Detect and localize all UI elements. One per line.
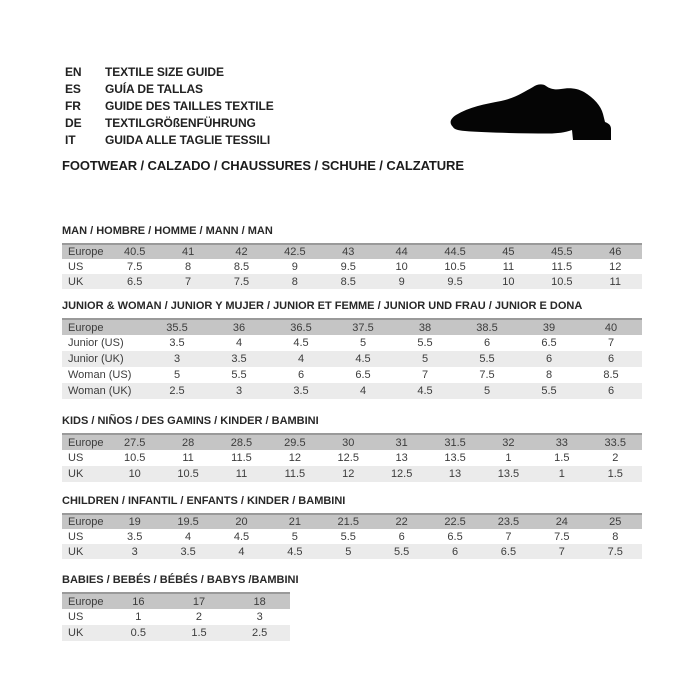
row-label: UK: [68, 468, 84, 480]
size-cell: 8.5: [233, 260, 250, 273]
size-cell: 6: [607, 353, 615, 365]
size-table-header-row: [62, 593, 290, 609]
size-table-row: [62, 383, 642, 399]
size-cell: 10: [502, 275, 515, 288]
size-table-junior-woman: [62, 318, 642, 399]
language-row-en: [65, 64, 274, 81]
size-cell: 3: [131, 545, 138, 558]
size-cell: 5.5: [417, 337, 433, 349]
size-cell: 11.5: [231, 452, 252, 464]
row-label: Europe: [68, 246, 104, 258]
language-row-de: [65, 115, 274, 132]
size-cell: 21: [288, 516, 301, 528]
size-cell: 38: [418, 321, 432, 334]
size-cell: 8: [612, 530, 619, 543]
size-cell: 8: [545, 369, 553, 381]
size-cell: 39: [542, 321, 556, 334]
size-cell: 2.5: [252, 627, 268, 639]
size-cell: 16: [132, 595, 145, 608]
size-table-kids: [62, 433, 642, 482]
size-cell: 6.5: [500, 545, 517, 558]
size-cell: 5.5: [541, 385, 557, 397]
size-cell: 8.5: [340, 275, 356, 288]
row-label: Europe: [68, 321, 104, 334]
size-table-row: [62, 351, 642, 367]
size-cell: 10.5: [444, 260, 466, 273]
size-cell: 7: [421, 369, 429, 381]
category-line: FOOTWEAR / CALZADO / CHAUSSURES / SCHUHE / CALZATURE: [62, 158, 464, 173]
size-cell: 9: [398, 275, 405, 288]
size-cell: 28: [181, 436, 195, 449]
size-cell: 11: [502, 260, 515, 273]
size-table-row: [62, 367, 642, 383]
size-table-man: [62, 243, 642, 289]
size-cell: 11.5: [551, 260, 573, 273]
size-cell: 12.5: [337, 452, 359, 464]
size-cell: 5.5: [340, 530, 356, 543]
size-cell: 28.5: [230, 436, 253, 449]
section-title: BABIES / BEBÉS / BÉBÉS / BABYS /BAMBINI: [62, 574, 299, 586]
size-table-header-row: [62, 514, 642, 529]
size-cell: 35.5: [166, 321, 188, 334]
row-label: Europe: [68, 516, 104, 528]
size-cell: 5: [173, 369, 181, 381]
size-cell: 38.5: [476, 321, 498, 334]
size-cell: 36: [232, 321, 246, 334]
size-cell: 2: [612, 452, 619, 464]
size-cell: 7: [558, 545, 565, 558]
size-cell: 2: [195, 611, 203, 623]
size-cell: 7.5: [233, 275, 250, 288]
language-label: GUIDA ALLE TAGLIE TESSILI: [105, 133, 271, 147]
size-cell: 12: [288, 452, 301, 464]
size-table-header-row: [62, 244, 642, 259]
size-cell: 2.5: [169, 385, 185, 397]
size-cell: 9.5: [447, 275, 463, 288]
size-cell: 5: [291, 530, 298, 543]
size-cell: 7.5: [127, 260, 143, 273]
size-cell: 13.5: [497, 468, 520, 480]
size-cell: 11: [235, 468, 248, 480]
size-cell: 10.5: [123, 452, 146, 464]
size-cell: 19: [128, 516, 141, 528]
section-junior-woman: [62, 300, 642, 399]
row-label: Junior (UK): [68, 353, 124, 365]
size-cell: 1: [558, 468, 565, 480]
size-cell: 3: [235, 385, 243, 397]
row-label: US: [68, 452, 84, 464]
language-label: TEXTILGRÖßENFÜHRUNG: [105, 116, 256, 130]
row-label: Woman (US): [68, 369, 132, 381]
size-cell: 37.5: [352, 321, 374, 334]
size-cell: 4: [235, 337, 243, 349]
size-cell: 5: [359, 337, 367, 349]
size-cell: 44: [395, 246, 408, 258]
size-table-header-row: [62, 319, 642, 335]
language-code: DE: [65, 116, 82, 130]
size-cell: 36.5: [290, 321, 312, 334]
size-cell: 8: [185, 260, 192, 273]
language-label: GUIDE DES TAILLES TEXTILE: [105, 99, 274, 113]
size-cell: 12: [609, 260, 622, 273]
size-cell: 18: [253, 595, 266, 608]
size-table-children: [62, 513, 642, 559]
size-table-header-row: [62, 434, 642, 450]
section-title: MAN / HOMBRE / HOMME / MANN / MAN: [62, 225, 273, 237]
language-list: [65, 64, 274, 149]
size-cell: 45: [502, 246, 515, 258]
size-cell: 5.5: [479, 353, 495, 365]
size-cell: 6: [607, 385, 615, 397]
size-cell: 46: [609, 246, 622, 258]
size-cell: 5: [421, 353, 429, 365]
size-cell: 7.5: [479, 369, 495, 381]
size-cell: 22: [395, 516, 408, 528]
size-cell: 25: [609, 516, 622, 528]
size-cell: 3.5: [231, 353, 247, 365]
size-cell: 4: [238, 545, 245, 558]
size-cell: 42: [235, 246, 248, 258]
language-code: EN: [65, 65, 82, 79]
size-table-row: [62, 625, 290, 641]
language-label: TEXTILE SIZE GUIDE: [105, 65, 224, 79]
language-row-es: [65, 81, 274, 98]
size-cell: 7: [607, 337, 615, 349]
size-table-row: [62, 609, 290, 625]
size-cell: 17: [192, 595, 206, 608]
row-label: Europe: [68, 436, 104, 449]
size-table-row: [62, 544, 642, 559]
size-cell: 20: [235, 516, 248, 528]
shoe-icon: [445, 80, 620, 150]
size-cell: 6.5: [355, 369, 371, 381]
section-babies: [62, 574, 299, 641]
section-man: [62, 225, 642, 289]
size-cell: 40.5: [123, 246, 146, 258]
size-cell: 27.5: [123, 436, 146, 449]
size-cell: 41: [181, 246, 195, 258]
language-code: ES: [65, 82, 81, 96]
size-cell: 4.5: [355, 353, 371, 365]
language-code: IT: [65, 133, 76, 147]
size-cell: 5: [483, 385, 491, 397]
row-label: UK: [68, 627, 84, 639]
size-cell: 43: [342, 246, 355, 258]
size-cell: 0.5: [130, 627, 146, 639]
size-cell: 45.5: [551, 246, 573, 258]
size-cell: 1.5: [554, 452, 570, 464]
section-title: JUNIOR & WOMAN / JUNIOR Y MUJER / JUNIOR ET FEMME / JUNIOR UND FRAU / JUNIOR E DONA: [62, 300, 583, 312]
size-cell: 13.5: [444, 452, 466, 464]
row-label: Europe: [68, 595, 104, 608]
size-cell: 11.5: [284, 468, 306, 480]
section-kids: [62, 415, 642, 482]
language-row-it: [65, 132, 274, 149]
size-cell: 3: [256, 611, 263, 623]
size-cell: 30: [342, 436, 355, 449]
size-cell: 4.5: [233, 530, 250, 543]
row-label: Woman (UK): [68, 385, 132, 397]
size-cell: 5: [345, 545, 352, 558]
size-cell: 1: [135, 611, 142, 623]
section-title: KIDS / NIÑOS / DES GAMINS / KINDER / BAMBINI: [62, 415, 319, 427]
size-cell: 4: [185, 530, 192, 543]
section-title: CHILDREN / INFANTIL / ENFANTS / KINDER / BAMBINI: [62, 495, 346, 507]
size-cell: 10: [395, 260, 408, 273]
size-table-row: [62, 529, 642, 544]
size-table-row: [62, 450, 642, 466]
section-children: [62, 495, 642, 559]
size-table-row: [62, 274, 642, 289]
size-cell: 1: [505, 452, 512, 464]
size-cell: 9: [291, 260, 298, 273]
size-cell: 8: [291, 275, 298, 288]
row-label: US: [68, 530, 84, 543]
size-cell: 19.5: [177, 516, 199, 528]
size-cell: 4: [297, 353, 305, 365]
size-cell: 5.5: [394, 545, 410, 558]
size-cell: 10: [128, 468, 141, 480]
size-table-row: [62, 466, 642, 482]
size-cell: 6: [297, 369, 305, 381]
size-cell: 4.5: [287, 545, 303, 558]
size-cell: 33: [555, 436, 568, 449]
size-cell: 32: [502, 436, 515, 449]
size-cell: 4: [359, 385, 367, 397]
size-cell: 12.5: [390, 468, 413, 480]
size-cell: 12: [342, 468, 355, 480]
size-cell: 7: [505, 530, 512, 543]
size-cell: 10.5: [551, 275, 573, 288]
size-cell: 6: [483, 337, 491, 349]
size-cell: 24: [555, 516, 568, 528]
size-cell: 10.5: [177, 468, 199, 480]
size-cell: 33.5: [604, 436, 626, 449]
size-cell: 44.5: [444, 246, 466, 258]
size-cell: 3.5: [127, 530, 143, 543]
size-table-row: [62, 259, 642, 274]
size-cell: 7.5: [607, 545, 623, 558]
size-cell: 5.5: [231, 369, 247, 381]
row-label: Junior (US): [68, 337, 124, 349]
size-cell: 3.5: [180, 545, 196, 558]
size-cell: 1.5: [191, 627, 207, 639]
size-cell: 42.5: [284, 246, 306, 258]
language-row-fr: [65, 98, 274, 115]
size-cell: 23.5: [497, 516, 520, 528]
row-label: US: [68, 611, 84, 623]
size-cell: 3: [173, 353, 181, 365]
size-cell: 6.5: [541, 337, 557, 349]
size-cell: 29.5: [284, 436, 306, 449]
row-label: UK: [68, 275, 84, 288]
size-cell: 7.5: [554, 530, 570, 543]
size-table-row: [62, 335, 642, 351]
row-label: US: [68, 260, 84, 273]
size-cell: 3.5: [169, 337, 185, 349]
size-cell: 22.5: [444, 516, 466, 528]
size-cell: 40: [604, 321, 618, 334]
size-cell: 31.5: [444, 436, 466, 449]
size-cell: 11: [182, 452, 194, 464]
size-cell: 6: [398, 530, 405, 543]
size-cell: 13: [395, 452, 408, 464]
size-cell: 31: [395, 436, 408, 449]
size-cell: 21.5: [337, 516, 359, 528]
size-cell: 6: [451, 545, 459, 558]
language-label: GUÍA DE TALLAS: [105, 82, 203, 96]
language-code: FR: [65, 99, 81, 113]
size-cell: 1.5: [607, 468, 623, 480]
size-cell: 11: [609, 275, 621, 288]
size-cell: 4.5: [293, 337, 309, 349]
size-cell: 9.5: [340, 260, 356, 273]
size-table-babies: [62, 592, 290, 641]
size-cell: 4.5: [417, 385, 433, 397]
size-cell: 6: [545, 353, 553, 365]
size-cell: 13: [448, 468, 462, 480]
size-cell: 6.5: [127, 275, 143, 288]
size-cell: 6.5: [447, 530, 463, 543]
row-label: UK: [68, 545, 84, 558]
size-cell: 8.5: [603, 369, 619, 381]
size-cell: 7: [185, 275, 192, 288]
size-cell: 3.5: [293, 385, 309, 397]
